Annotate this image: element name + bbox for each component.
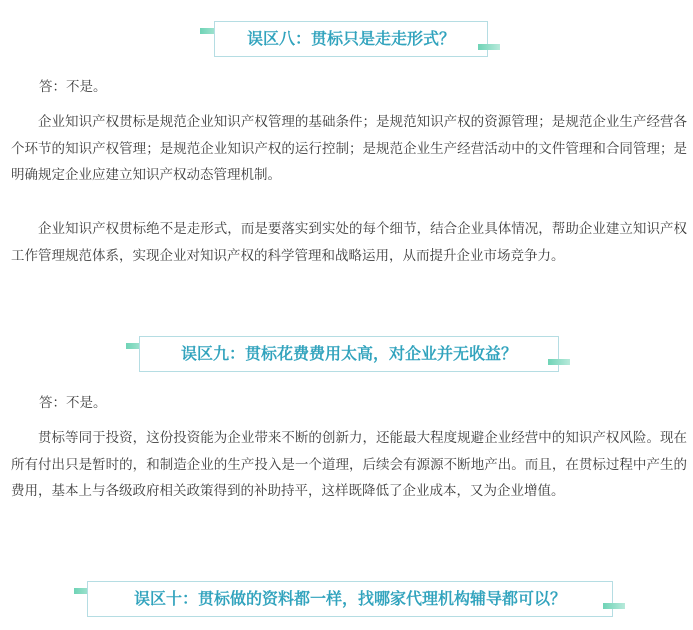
answer-text: 答：不是。 <box>39 79 107 95</box>
answer-text: 答：不是。 <box>39 395 107 411</box>
paragraph: 企业知识产权贯标是规范企业知识产权管理的基础条件；是规范知识产权的资源管理；是规范企业生产经营各个环节的知识产权管理；是规范企业知识产权的运行控制；是规范企业生产经营活动中的文件管理和合同管理；是明确规定企业应建立知识产权动态管理机制。 <box>11 114 687 184</box>
heading-decoration-right <box>548 359 570 365</box>
section-heading-8: 误区八：贯标只是走走形式？ <box>214 21 488 57</box>
section-heading-9: 误区九：贯标花费费用太高，对企业并无收益？ <box>139 336 559 372</box>
paragraph: 企业知识产权贯标绝不是走形式，而是要落实到实处的每个细节，结合企业具体情况，帮助企业建立知识产权工作管理规范体系，实现企业对知识产权的科学管理和战略运用，从而提升企业市场竞争力。 <box>11 221 687 264</box>
section-heading-10: 误区十：贯标做的资料都一样，找哪家代理机构辅导都可以？ <box>87 581 613 617</box>
heading-decoration-right <box>603 603 625 609</box>
heading-decoration-right <box>478 44 500 50</box>
paragraph: 贯标等同于投资，这份投资能为企业带来不断的创新力，还能最大程度规避企业经营中的知识产权风险。现在所有付出只是暂时的，和制造企业的生产投入是一个道理，后续会有源源不断地产出。而且，在贯标过程中产生的费用，基本上与各级政府相关政策得到的补助持平，这样既降低了企业成本，又为企业增值。 <box>11 430 687 500</box>
